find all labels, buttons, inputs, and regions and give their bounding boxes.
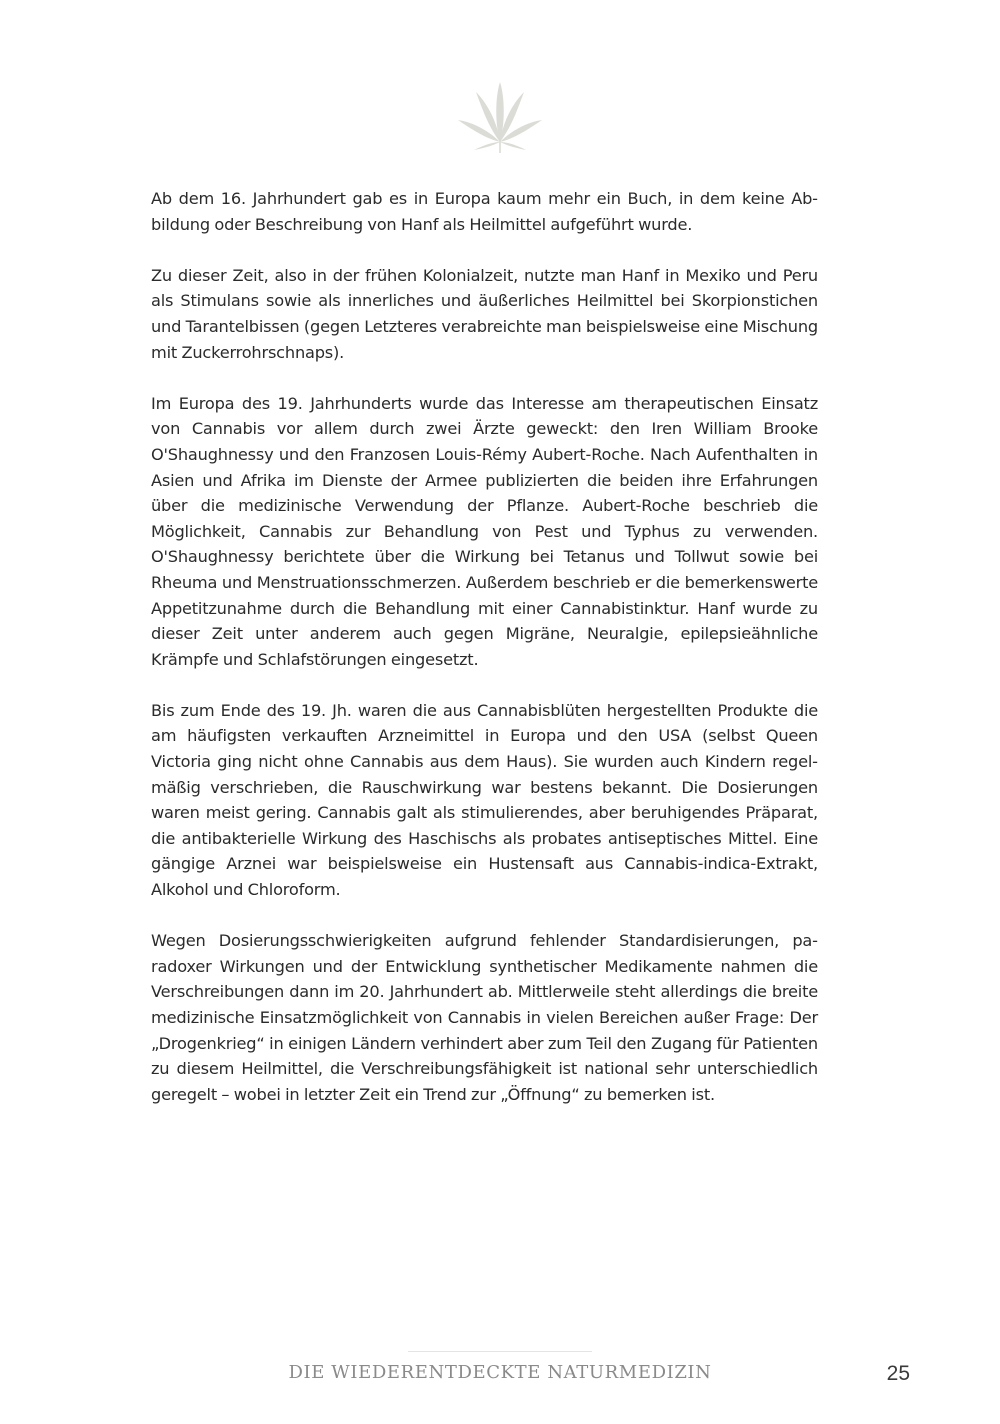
running-footer-book-title: DIE WIEDERENTDECKTE NATURMEDIZIN [288, 1362, 712, 1383]
paragraph-2: Zu dieser Zeit, also in der frühen Kolonialzeit, nutzte man Hanf in Mexiko und Peru als Stimulans sowie als innerliches und äußerliches Heilmittel bei Skorpionstichen und Tarantelbissen (gegen Letzteres verabreichte man beispielsweise eine Mischung mit Zuckerrohrschnaps). [151, 265, 818, 362]
paragraph-5: Wegen Dosierungsschwierigkeiten aufgrund fehlender Standardisierungen, paradoxer Wirkungen und der Entwicklung synthetischer Medikamente nahmen die Verschreibungen dann im 20. Jahrhundert ab. Mittlerweile steht allerdings die breite medizinische Einsatzmöglichkeit von Cannabis in vielen Bereichen außer Frage: Der „Drogenkrieg“ in einigen Ländern verhindert aber zum Teil den Zugang für Patienten zu diesem Heilmittel, die Verschreibungsfähigkeit ist national sehr unterschiedlich geregelt – wobei in letzter Zeit ein Trend zur „Öffnung“ zu bemerken ist. [151, 931, 818, 1104]
hemp-leaf-icon [456, 80, 544, 154]
paragraph-4: Bis zum Ende des 19. Jh. waren die aus Cannabisblüten hergestellten Produkte die am häufigsten verkauften Arzneimittel in Europa und den USA (selbst Queen Victoria ging nicht ohne Cannabis aus dem Haus). Sie wurden auch Kindern regelmäßig verschrieben, die Rauschwirkung war bestens bekannt. Die Dosierungen waren meist gering. Cannabis galt als stimulierendes, aber beruhigendes Präparat, die antibakterielle Wirkung des Haschischs als probates antiseptisches Mittel. Eine gängige Arznei war beispielsweise ein Hustensaft aus Cannabis-indica-Extrakt, Alkohol und Chloroform. [151, 700, 818, 900]
paragraph-3: Im Europa des 19. Jahrhunderts wurde das Interesse am therapeutischen Einsatz von Cannabis vor allem durch zwei Ärzte geweckt: den Iren William Brooke O'Shaughnessy und den Franzosen Louis-Rémy Aubert-Roche. Nach Aufenthalten in Asien und Afrika im Dienste der Armee publizierten die beiden ihre Erfahrungen über die medizinische Verwendung der Pflanze. Aubert-Roche beschrieb die Möglichkeit, Cannabis zur Behandlung von Pest und Typhus zu verwenden. O'Shaughnessy berichtete über die Wirkung bei Tetanus und Tollwut sowie bei Rheuma und Menstruationsschmerzen. Außerdem beschrieb er die bemerkenswerte Appetitzunahme durch die Behandlung mit einer Cannabistinktur. Hanf wurde zu dieser Zeit unter anderem auch gegen Migräne, Neuralgie, epilepsieähnliche Krämpfe und Schlafstörungen eingesetzt. [151, 393, 818, 669]
paragraph-1: Ab dem 16. Jahrhundert gab es in Europa kaum mehr ein Buch, in dem keine Abbildung oder Beschreibung von Hanf als Heilmittel aufgeführt wurde. [151, 189, 818, 234]
body-text [151, 186, 818, 1107]
page-number: 25 [886, 1362, 910, 1385]
footer-divider [408, 1351, 592, 1352]
